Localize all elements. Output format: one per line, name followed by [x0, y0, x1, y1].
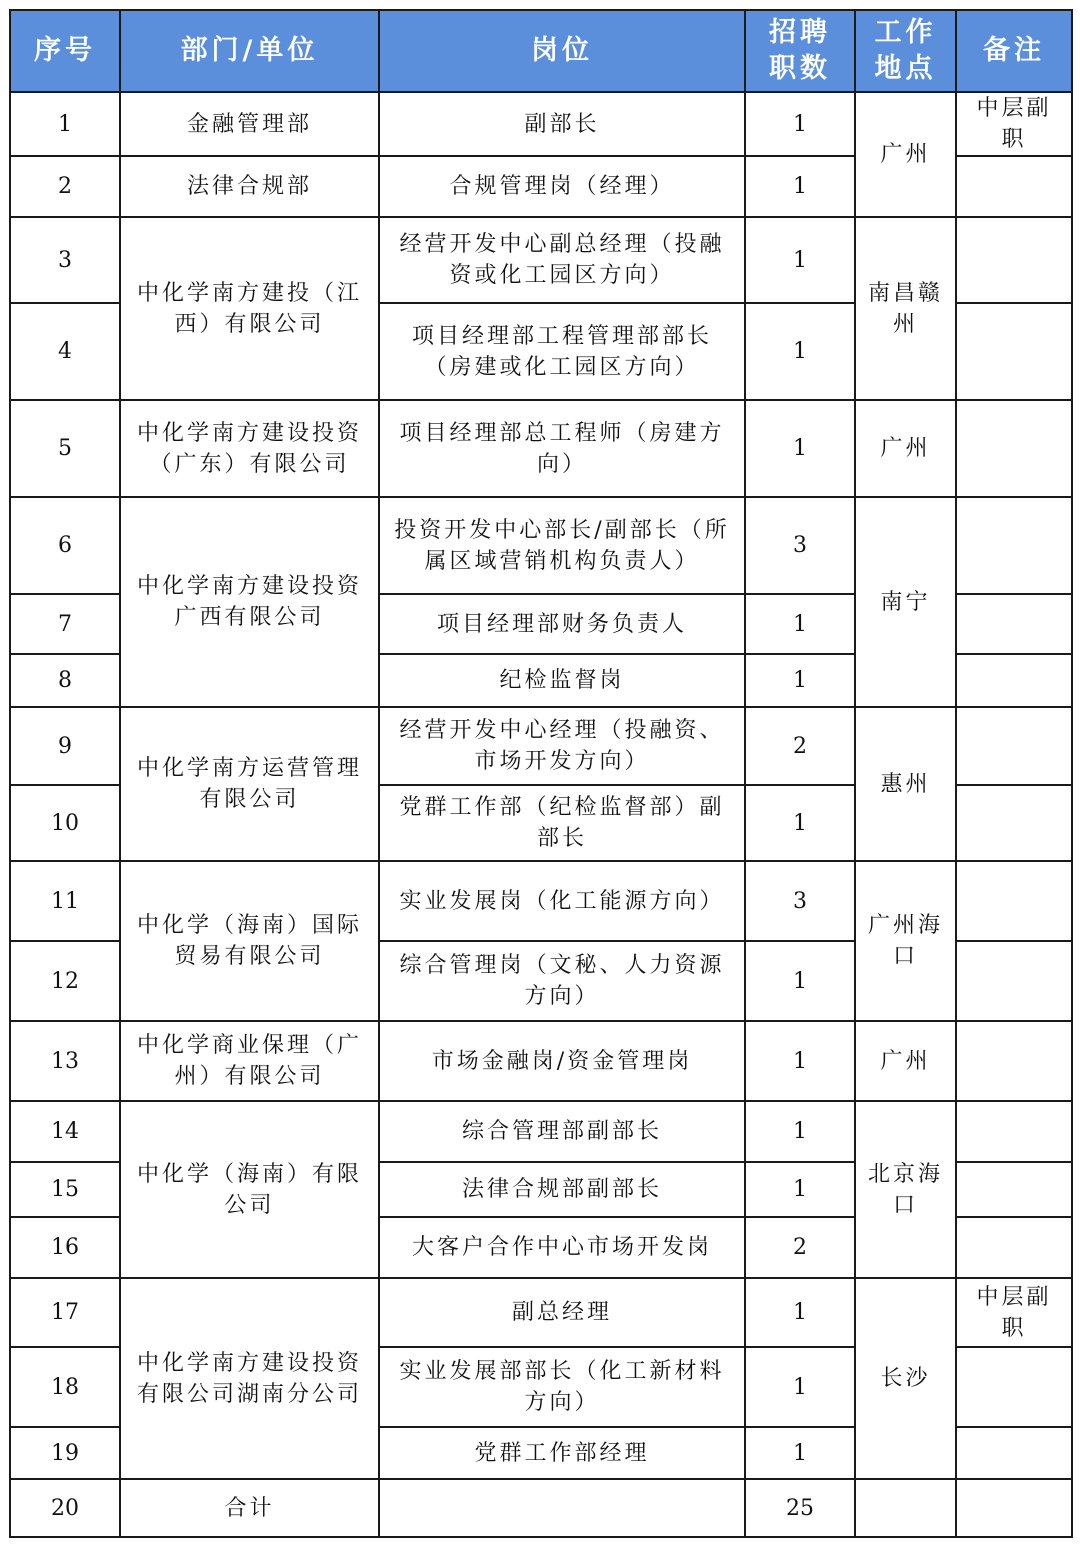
dept-cell: 中化学南方建设投资广西有限公司 — [120, 497, 379, 707]
count-cell: 1 — [745, 1347, 855, 1427]
location-cell: 南宁 — [855, 497, 956, 707]
seq-cell: 15 — [10, 1162, 120, 1217]
dept-cell: 中化学（海南）有限公司 — [120, 1101, 379, 1278]
table-row — [10, 497, 1072, 594]
seq-cell: 3 — [10, 217, 120, 303]
position-cell: 市场金融岗/资金管理岗 — [379, 1021, 745, 1101]
remark-cell — [956, 400, 1072, 497]
count-cell: 1 — [745, 217, 855, 303]
seq-cell: 10 — [10, 785, 120, 861]
count-cell: 1 — [745, 1101, 855, 1162]
seq-cell: 14 — [10, 1101, 120, 1162]
count-cell: 1 — [745, 1021, 855, 1101]
position-cell: 经营开发中心副总经理（投融资或化工园区方向） — [379, 217, 745, 303]
recruitment-table — [9, 9, 1073, 1538]
position-cell: 副总经理 — [379, 1278, 745, 1347]
remark-cell — [956, 156, 1072, 217]
seq-cell: 8 — [10, 654, 120, 707]
count-cell: 1 — [745, 654, 855, 707]
count-cell: 1 — [745, 1427, 855, 1479]
remark-cell — [956, 1021, 1072, 1101]
dept-cell: 中化学（海南）国际贸易有限公司 — [120, 861, 379, 1021]
dept-cell: 中化学商业保理（广州）有限公司 — [120, 1021, 379, 1101]
dept-cell: 中化学南方建投（江西）有限公司 — [120, 217, 379, 400]
seq-cell: 19 — [10, 1427, 120, 1479]
header-count: 招聘 职数 — [745, 10, 855, 92]
table-row — [10, 92, 1072, 156]
location-cell — [855, 1479, 956, 1537]
count-cell: 1 — [745, 400, 855, 497]
seq-cell: 5 — [10, 400, 120, 497]
count-cell: 3 — [745, 497, 855, 594]
remark-cell — [956, 1347, 1072, 1427]
table-row — [10, 400, 1072, 497]
position-cell: 综合管理岗（文秘、人力资源方向） — [379, 941, 745, 1021]
dept-cell: 中化学南方建设投资（广东）有限公司 — [120, 400, 379, 497]
remark-cell — [956, 497, 1072, 594]
count-cell: 1 — [745, 303, 855, 400]
location-cell: 南昌赣州 — [855, 217, 956, 400]
count-cell: 1 — [745, 92, 855, 156]
total-row — [10, 1479, 1072, 1537]
remark-cell — [956, 303, 1072, 400]
count-cell: 1 — [745, 1162, 855, 1217]
remark-cell: 中层副职 — [956, 1278, 1072, 1347]
count-cell: 1 — [745, 1278, 855, 1347]
count-cell: 2 — [745, 1217, 855, 1278]
seq-cell: 11 — [10, 861, 120, 941]
table-row — [10, 1278, 1072, 1347]
count-cell: 1 — [745, 156, 855, 217]
remark-cell: 中层副职 — [956, 92, 1072, 156]
remark-cell — [956, 941, 1072, 1021]
position-cell: 经营开发中心经理（投融资、市场开发方向） — [379, 707, 745, 785]
remark-cell — [956, 1101, 1072, 1162]
table-row — [10, 707, 1072, 785]
remark-cell — [956, 594, 1072, 654]
seq-cell: 7 — [10, 594, 120, 654]
seq-cell: 9 — [10, 707, 120, 785]
position-cell: 党群工作部（纪检监督部）副部长 — [379, 785, 745, 861]
remark-cell — [956, 1162, 1072, 1217]
seq-cell: 4 — [10, 303, 120, 400]
location-cell: 惠州 — [855, 707, 956, 861]
seq-cell: 6 — [10, 497, 120, 594]
count-cell: 3 — [745, 861, 855, 941]
remark-cell — [956, 1427, 1072, 1479]
position-cell: 党群工作部经理 — [379, 1427, 745, 1479]
seq-cell: 20 — [10, 1479, 120, 1537]
table-row — [10, 1101, 1072, 1162]
total-count: 25 — [745, 1479, 855, 1537]
seq-cell: 1 — [10, 92, 120, 156]
remark-cell — [956, 1479, 1072, 1537]
remark-cell — [956, 217, 1072, 303]
total-label: 合计 — [120, 1479, 379, 1537]
seq-cell: 16 — [10, 1217, 120, 1278]
position-cell: 合规管理岗（经理） — [379, 156, 745, 217]
position-cell: 投资开发中心部长/副部长（所属区域营销机构负责人） — [379, 497, 745, 594]
location-cell: 广州 — [855, 92, 956, 217]
header-row — [10, 10, 1072, 92]
position-cell: 副部长 — [379, 92, 745, 156]
dept-cell: 中化学南方建设投资有限公司湖南分公司 — [120, 1278, 379, 1479]
position-cell: 项目经理部财务负责人 — [379, 594, 745, 654]
remark-cell — [956, 654, 1072, 707]
position-cell: 项目经理部工程管理部部长（房建或化工园区方向） — [379, 303, 745, 400]
header-position: 岗位 — [379, 10, 745, 92]
header-location: 工作 地点 — [855, 10, 956, 92]
header-remark: 备注 — [956, 10, 1072, 92]
count-cell: 2 — [745, 707, 855, 785]
seq-cell: 2 — [10, 156, 120, 217]
seq-cell: 17 — [10, 1278, 120, 1347]
seq-cell: 12 — [10, 941, 120, 1021]
header-seq: 序号 — [10, 10, 120, 92]
position-cell: 纪检监督岗 — [379, 654, 745, 707]
count-cell: 1 — [745, 594, 855, 654]
remark-cell — [956, 785, 1072, 861]
location-cell: 长沙 — [855, 1278, 956, 1479]
dept-cell: 法律合规部 — [120, 156, 379, 217]
position-cell: 实业发展部部长（化工新材料方向） — [379, 1347, 745, 1427]
position-cell — [379, 1479, 745, 1537]
seq-cell: 18 — [10, 1347, 120, 1427]
position-cell: 综合管理部副部长 — [379, 1101, 745, 1162]
remark-cell — [956, 1217, 1072, 1278]
header-dept: 部门/单位 — [120, 10, 379, 92]
dept-cell: 中化学南方运营管理有限公司 — [120, 707, 379, 861]
count-cell: 1 — [745, 785, 855, 861]
count-cell: 1 — [745, 941, 855, 1021]
dept-cell: 金融管理部 — [120, 92, 379, 156]
table-row — [10, 1021, 1072, 1101]
location-cell: 广州海口 — [855, 861, 956, 1021]
location-cell: 北京海口 — [855, 1101, 956, 1278]
position-cell: 法律合规部副部长 — [379, 1162, 745, 1217]
remark-cell — [956, 861, 1072, 941]
remark-cell — [956, 707, 1072, 785]
table-row — [10, 861, 1072, 941]
position-cell: 实业发展岗（化工能源方向） — [379, 861, 745, 941]
location-cell: 广州 — [855, 1021, 956, 1101]
seq-cell: 13 — [10, 1021, 120, 1101]
location-cell: 广州 — [855, 400, 956, 497]
table-row — [10, 217, 1072, 303]
position-cell: 项目经理部总工程师（房建方向） — [379, 400, 745, 497]
position-cell: 大客户合作中心市场开发岗 — [379, 1217, 745, 1278]
